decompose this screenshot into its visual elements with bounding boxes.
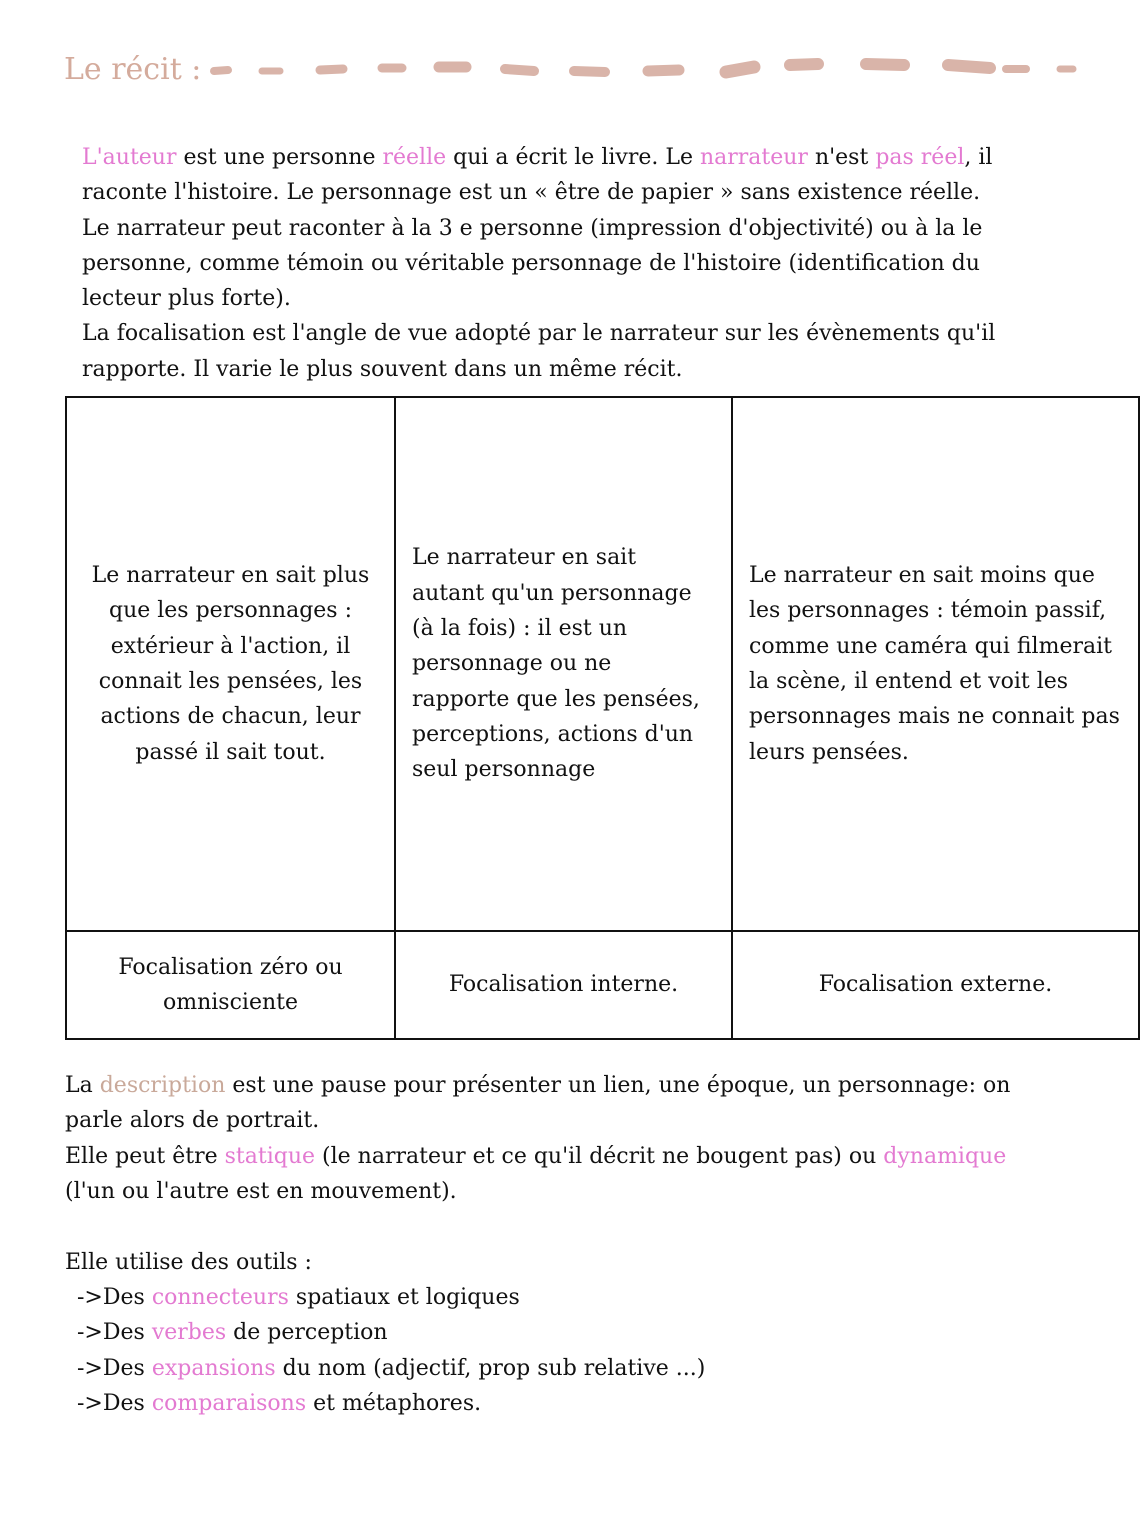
keyword-reelle: réelle: [382, 145, 447, 170]
keyword-pas-reel: pas réel: [875, 145, 965, 170]
cell-focalisation-externe-description: Le narrateur en sait moins que les personnages : témoin passif, comme une caméra qui filmerait la scène, il entend et voit les personnages mais ne connait pas leurs pensées.: [732, 397, 1139, 931]
table-row-descriptions: [66, 397, 1139, 931]
keyword-verbes: verbes: [151, 1320, 227, 1346]
keyword-auteur: L'auteur: [82, 145, 177, 170]
decorative-dashed-line: [0, 0, 1080, 140]
keyword-description: description: [99, 1073, 226, 1098]
page-title: Le récit :: [64, 52, 202, 87]
keyword-dynamique: dynamique: [883, 1143, 1007, 1169]
tools-list: [77, 1280, 705, 1421]
intro-paragraph-narrator: Le narrateur peut raconter à la 3 e personne (impression d'objectivité) ou à la le personne, comme témoin ou véritable personnage de l'histoire (identification du lecteur plus forte).: [82, 215, 983, 312]
keyword-expansions: expansions: [151, 1355, 276, 1381]
cell-focalisation-zero-name: Focalisation zéro ou omnisciente: [66, 931, 395, 1039]
keyword-statique: statique: [224, 1143, 316, 1169]
focalisation-table: [65, 396, 1140, 1040]
keyword-comparaisons: comparaisons: [151, 1390, 307, 1416]
cell-focalisation-externe-name: Focalisation externe.: [732, 931, 1139, 1039]
intro-paragraph-focalisation: La focalisation est l'angle de vue adopté par le narrateur sur les évènements qu'il rapporte. Il varie le plus souvent dans un même récit.: [82, 321, 996, 382]
list-item: ->Des comparaisons et métaphores.: [77, 1390, 482, 1416]
cell-focalisation-interne-description: Le narrateur en sait autant qu'un personnage (à la fois) : il est un personnage ou ne rapporte que les pensées, perceptions, actions d'un seul personnage: [395, 397, 732, 931]
list-item: ->Des verbes de perception: [77, 1320, 388, 1346]
description-paragraph: La description est une pause pour présenter un lien, une époque, un personnage: on parle alors de portrait.: [65, 1073, 1011, 1134]
intro-text: [82, 140, 1022, 387]
table-row-names: [66, 931, 1139, 1039]
intro-paragraph-author: L'auteur est une personne réelle qui a écrit le livre. Le narrateur n'est pas réel, il raconte l'histoire. Le personnage est un « être de papier » sans existence réelle.: [82, 145, 993, 206]
list-item: ->Des connecteurs spatiaux et logiques: [77, 1285, 520, 1310]
description-types-paragraph: Elle peut être statique (le narrateur et ce qu'il décrit ne bougent pas) ou dynamique (l'un ou l'autre est en mouvement).: [65, 1143, 1007, 1204]
cell-focalisation-interne-name: Focalisation interne.: [395, 931, 732, 1039]
keyword-narrateur: narrateur: [699, 145, 808, 170]
cell-focalisation-zero-description: Le narrateur en sait plus que les personnages : extérieur à l'action, il connait les pensées, les actions de chacun, leur passé il sait tout.: [66, 397, 395, 931]
keyword-connecteurs: connecteurs: [151, 1285, 289, 1310]
list-item: ->Des expansions du nom (adjectif, prop sub relative ...): [77, 1355, 706, 1381]
tools-title: Elle utilise des outils :: [65, 1250, 312, 1275]
description-section: [65, 1068, 1025, 1209]
